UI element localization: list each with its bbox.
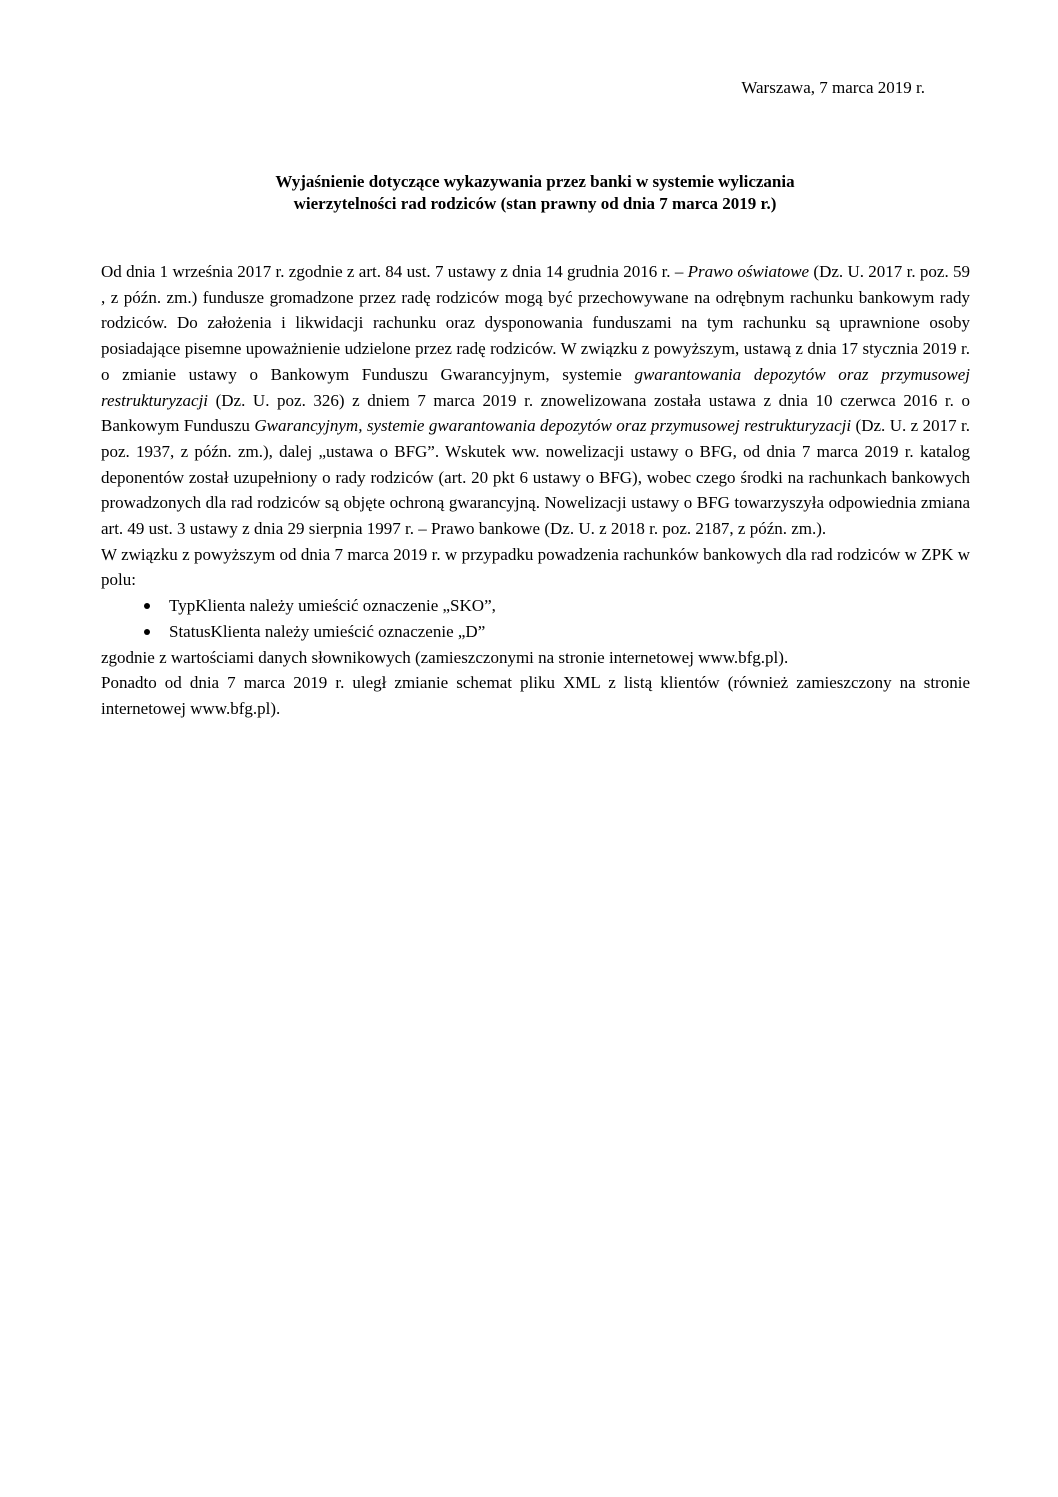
paragraph-1-text-3: (Dz. U. poz. 326) z dniem 7 marca 2019 r. znowelizowana została ustawa z dnia 10 czerwca 2016 r. o Bankowym Funduszu: [101, 390, 970, 436]
paragraph-2: W związku z powyższym od dnia 7 marca 2019 r. w przypadku powadzenia rachunków bankowych dla rad rodziców w ZPK w polu:: [101, 544, 970, 590]
paragraph-1-text-4: (Dz. U. z 2017 r. poz. 1937, z późn. zm.), dalej „ustawa o BFG”. Wskutek ww. nowelizacji ustawy o BFG, od dnia 7 marca 2019 r. katalog deponentów został uzupełniony o rady rodziców (art. 20 pkt 6 ustawy o BFG), wobec czego środki na rachunkach bankowych prowadzonych dla rad rodziców są objęte ochroną gwarancyjną. Nowelizacji ustawy o BFG towarzyszyła odpowiednia zmiana art. 49 ust. 3 ustawy z dnia 29 sierpnia 1997 r. – Prawo bankowe (Dz. U. z 2018 r. poz. 2187, z późn. zm.).: [101, 416, 971, 539]
date-line: Warszawa, 7 marca 2019 r.: [741, 78, 925, 97]
title-line-1: Wyjaśnienie dotyczące wykazywania przez banki w systemie wyliczania: [275, 172, 795, 191]
paragraph-1-italic-1: Prawo oświatowe: [687, 262, 810, 281]
paragraph-1-text-2: (Dz. U. 2017 r. poz. 59 , z późn. zm.) fundusze gromadzone przez radę rodziców mogą być przechowywane na odrębnym rachunku bankowym rady rodziców. Do założenia i likwidacji rachunku oraz dysponowania funduszami na tym rachunku są uprawnione osoby posiadające pisemne upoważnienie udzielone przez radę rodziców. W związku z powyższym, ustawą z dnia 17 stycznia 2019 r. o zmianie ustawy o Bankowym Funduszu Gwarancyjnym, systemie: [101, 262, 971, 384]
bullet-item-typklienta: [144, 593, 970, 619]
title-line-2: wierzytelności rad rodziców (stan prawny od dnia 7 marca 2019 r.): [293, 194, 777, 213]
document-title: [100, 171, 970, 215]
bullet-list: [101, 593, 970, 644]
paragraph-3: zgodnie z wartościami danych słownikowych (zamieszczonymi na stronie internetowej www.bfg.pl).: [101, 647, 789, 667]
paragraph-1-italic-2: gwarantowania depozytów oraz przymusowej restrukturyzacji: [101, 364, 970, 410]
bullet-icon: [144, 629, 150, 635]
paragraph-4: Ponadto od dnia 7 marca 2019 r. uległ zmianie schemat pliku XML z listą klientów (również zamieszczony na stronie internetowej www.bfg.pl).: [101, 673, 970, 718]
bullet-item-statusklienta: [144, 619, 970, 645]
paragraph-1-italic-3: Gwarancyjnym, systemie gwarantowania depozytów oraz przymusowej restrukturyzacji: [254, 416, 852, 436]
paragraph-1: [101, 259, 970, 542]
document-body: [101, 259, 970, 722]
bullet-text: TypKlienta należy umieścić oznaczenie „SKO”,: [169, 596, 496, 616]
paragraph-1-text-1: Od dnia 1 września 2017 r. zgodnie z art. 84 ust. 7 ustawy z dnia 14 grudnia 2016 r. –: [101, 262, 688, 281]
bullet-text: StatusKlienta należy umieścić oznaczenie „D”: [169, 621, 486, 641]
bullet-icon: [144, 603, 150, 609]
